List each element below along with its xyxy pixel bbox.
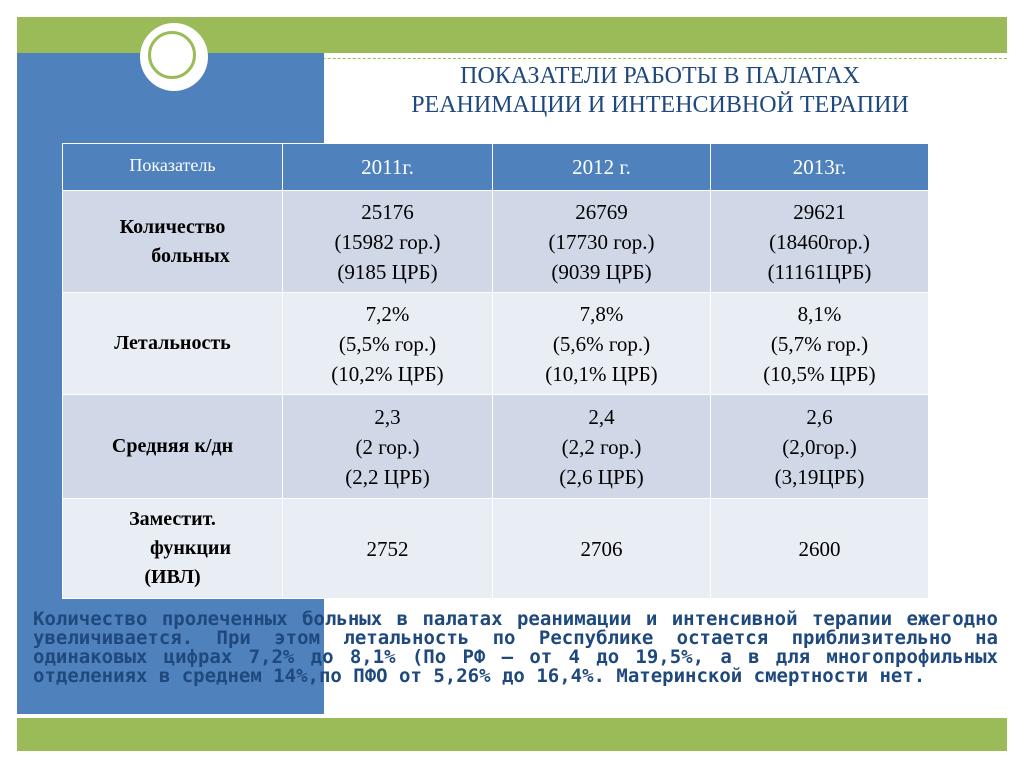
row-label-line: функции [150, 537, 231, 559]
decorative-circle-ring [148, 31, 196, 79]
table-row-ventilation [63, 499, 929, 599]
table-row-patients [63, 191, 929, 293]
table-row-bed-days [63, 395, 929, 499]
cell-line: (9039 ЦРБ) [551, 259, 652, 284]
cell-line: (11161ЦРБ) [767, 259, 872, 284]
cell-patients-2011 [283, 191, 493, 293]
cell-mortality-2011 [283, 293, 493, 395]
cell-line: 29621 [793, 199, 846, 224]
header-2013: 2013г. [711, 144, 929, 191]
row-label-line: Средняя к/дн [111, 435, 234, 457]
cell-line: 7,2% [365, 301, 410, 326]
table-row-mortality [63, 293, 929, 395]
cell-mortality-2013 [711, 293, 929, 395]
cell-line: (10,5% ЦРБ) [763, 361, 876, 386]
row-label-line: (ИВЛ) [144, 566, 201, 588]
cell-line: (5,7% гор.) [770, 331, 869, 356]
cell-ventilation-2012: 2706 [493, 499, 711, 599]
cell-line: 2,3 [374, 404, 401, 429]
cell-line: (2,6 ЦРБ) [559, 464, 644, 489]
header-2011: 2011г. [283, 144, 493, 191]
cell-line: (15982 гор.) [334, 229, 441, 254]
cell-line: (10,2% ЦРБ) [331, 361, 444, 386]
cell-line: 7,8% [579, 301, 624, 326]
cell-line: 8,1% [797, 301, 842, 326]
cell-line: 2,6 [806, 404, 833, 429]
row-label-line: Количество [119, 215, 226, 238]
slide-title-line-2: РЕАНИМАЦИИ И ИНТЕНСИВНОЙ ТЕРАПИИ [411, 92, 909, 118]
summary-text: Количество пролеченных больных в палатах реанимации и интенсивной терапии ежегодно увеличивается. При этом летальность по Республике остается приблизительно на одинаковых цифрах 7,2% до 8,1% (По РФ – от 4 до 19,5%, а в для многопрофильных отделениях в среднем 14%,по ПФО от 5,26% до 16,4%. Материнской смертности нет. [33, 608, 998, 687]
cell-line: (5,5% гор.) [338, 331, 437, 356]
cell-line: (2,0гор.) [782, 434, 857, 459]
cell-line: (2,2 ЦРБ) [345, 464, 430, 489]
cell-line: (2 гор.) [355, 434, 420, 459]
header-2012: 2012 г. [493, 144, 711, 191]
cell-line: 25176 [361, 199, 414, 224]
row-label-ventilation [63, 499, 283, 599]
cell-patients-2012 [493, 191, 711, 293]
row-label-mortality [63, 293, 283, 395]
cell-line: (2,2 гор.) [561, 434, 642, 459]
slide-title [330, 62, 990, 120]
cell-line: (18460гор.) [769, 229, 870, 254]
cell-mortality-2012 [493, 293, 711, 395]
cell-ventilation-2011: 2752 [283, 499, 493, 599]
cell-bed-days-2013 [711, 395, 929, 499]
bottom-green-band [17, 718, 1007, 751]
slide-title-line-1: ПОКАЗАТЕЛИ РАБОТЫ В ПАЛАТАХ [460, 63, 860, 89]
cell-line: 2,4 [588, 404, 615, 429]
header-indicator: Показатель [63, 144, 283, 191]
row-label-patients [63, 191, 283, 293]
cell-line: (9185 ЦРБ) [337, 259, 438, 284]
cell-ventilation-2013: 2600 [711, 499, 929, 599]
cell-bed-days-2012 [493, 395, 711, 499]
table-header-row [63, 144, 929, 191]
cell-line: (10,1% ЦРБ) [545, 361, 658, 386]
cell-line: 26769 [575, 199, 628, 224]
cell-line: (3,19ЦРБ) [774, 464, 865, 489]
row-label-bed-days [63, 395, 283, 499]
cell-bed-days-2011 [283, 395, 493, 499]
indicators-table [62, 143, 929, 599]
row-label-line: Заместит. [129, 508, 216, 530]
cell-patients-2013 [711, 191, 929, 293]
cell-line: (5,6% гор.) [552, 331, 651, 356]
row-label-line: больных [151, 244, 230, 267]
row-label-line: Летальность [114, 332, 231, 354]
cell-line: (17730 гор.) [548, 229, 655, 254]
